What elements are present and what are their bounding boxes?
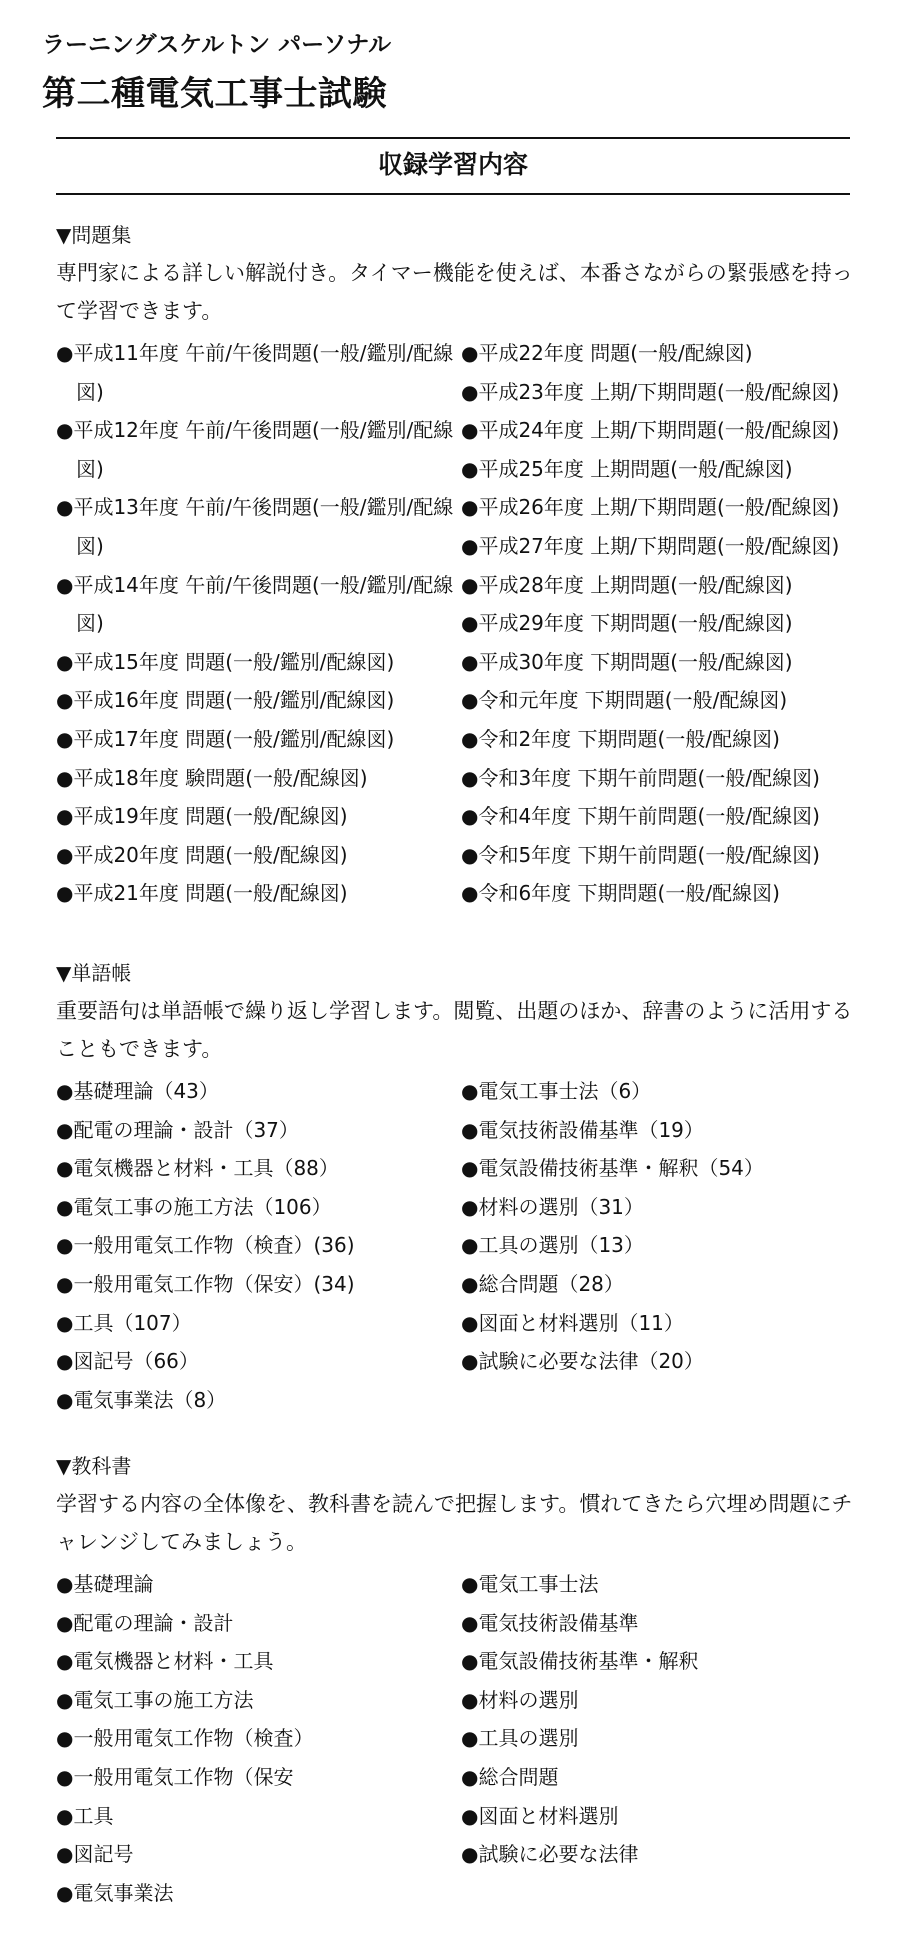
- list-item: ●平成19年度 問題(一般/配線図): [56, 804, 348, 829]
- list-item: ●平成21年度 問題(一般/配線図): [56, 881, 348, 906]
- section-question-bank: [56, 220, 856, 913]
- section-title: ▼教科書: [56, 1454, 132, 1478]
- section-description: 専門家による詳しい解説付き。タイマー機能を使えば、本番さながらの緊張感を持って学習できます。: [56, 261, 853, 323]
- list-item: ●令和2年度 下期問題(一般/配線図): [461, 726, 780, 751]
- list-item: ●平成23年度 上期/下期問題(一般/配線図): [461, 379, 840, 404]
- exam-title: 第二種電気工事士試験: [42, 74, 387, 114]
- left-column: [56, 334, 461, 913]
- section-title: ▼問題集: [56, 223, 132, 247]
- left-column: [56, 1072, 461, 1419]
- list-item: ●電気機器と材料・工具: [56, 1649, 274, 1674]
- list-item: ●工具の選別（13）: [461, 1233, 644, 1258]
- list-item: ●図面と材料選別（11）: [461, 1310, 684, 1335]
- list-item: ●令和6年度 下期問題(一般/配線図): [461, 881, 780, 906]
- right-column: [461, 334, 856, 913]
- list-item: ●図面と材料選別: [461, 1803, 619, 1828]
- list-item: ●工具（107）: [56, 1310, 192, 1335]
- list-item: ●総合問題: [461, 1764, 559, 1789]
- list-item: ●令和元年度 下期問題(一般/配線図): [461, 688, 788, 713]
- list-item: ●平成20年度 問題(一般/配線図): [56, 842, 348, 867]
- list-item: ●平成18年度 験問題(一般/配線図): [56, 765, 368, 790]
- list-item: ●平成25年度 上期問題(一般/配線図): [461, 456, 793, 481]
- list-item: ●平成12年度 午前/午後問題(一般/鑑別/配線図): [56, 418, 454, 481]
- list-item: ●平成11年度 午前/午後問題(一般/鑑別/配線図): [56, 341, 454, 404]
- section-glossary: [56, 958, 856, 1419]
- list-item: ●電気工事の施工方法（106）: [56, 1194, 332, 1219]
- list-item: ●令和4年度 下期午前問題(一般/配線図): [461, 804, 820, 829]
- list-item: ●一般用電気工作物（保安: [56, 1764, 294, 1789]
- list-item: ●平成15年度 問題(一般/鑑別/配線図): [56, 649, 395, 674]
- list-item: ●基礎理論（43）: [56, 1079, 219, 1103]
- left-column: [56, 1565, 461, 1912]
- list-item: ●材料の選別（31）: [461, 1194, 644, 1219]
- list-item: ●試験に必要な法律（20）: [461, 1349, 704, 1374]
- list-item: ●平成13年度 午前/午後問題(一般/鑑別/配線図): [56, 495, 454, 558]
- section-title: ▼単語帳: [56, 961, 132, 985]
- item-columns: [56, 334, 856, 913]
- list-item: ●令和5年度 下期午前問題(一般/配線図): [461, 842, 820, 867]
- list-item: ●電気機器と材料・工具（88）: [56, 1156, 339, 1181]
- list-item: ●総合問題（28）: [461, 1271, 624, 1296]
- list-item: ●平成14年度 午前/午後問題(一般/鑑別/配線図): [56, 572, 454, 636]
- list-item: ●電気事業法: [56, 1880, 174, 1905]
- list-item: ●平成26年度 上期/下期問題(一般/配線図): [461, 495, 840, 520]
- list-item: ●材料の選別: [461, 1687, 579, 1712]
- list-item: ●試験に必要な法律: [461, 1842, 639, 1867]
- list-item: ●平成30年度 下期問題(一般/配線図): [461, 649, 793, 674]
- list-item: ●一般用電気工作物（保安）(34): [56, 1271, 355, 1296]
- list-item: ●基礎理論: [56, 1572, 154, 1596]
- list-item: ●令和3年度 下期午前問題(一般/配線図): [461, 765, 820, 790]
- series-name: ラーニングスケルトン パーソナル: [42, 32, 392, 58]
- list-item: ●配電の理論・設計: [56, 1610, 234, 1635]
- list-item: ●電気工事の施工方法: [56, 1687, 254, 1712]
- list-item: ●平成17年度 問題(一般/鑑別/配線図): [56, 726, 395, 751]
- list-item: ●平成22年度 問題(一般/配線図): [461, 341, 753, 365]
- section-description: 重要語句は単語帳で繰り返し学習します。閲覧、出題のほか、辞書のように活用することもできます。: [56, 999, 853, 1061]
- list-item: ●平成24年度 上期/下期問題(一般/配線図): [461, 418, 840, 443]
- list-item: ●電気技術設備基準（19）: [461, 1117, 704, 1142]
- list-item: ●図記号（66）: [56, 1349, 199, 1374]
- list-item: ●図記号: [56, 1842, 134, 1867]
- heading-bottom-rule: [56, 193, 850, 195]
- section-textbook: [56, 1451, 856, 1912]
- list-item: ●電気工事士法: [461, 1572, 599, 1596]
- list-item: ●配電の理論・設計（37）: [56, 1117, 299, 1142]
- list-item: ●一般用電気工作物（検査）(36): [56, 1233, 355, 1258]
- right-column: [461, 1565, 856, 1912]
- list-item: ●平成29年度 下期問題(一般/配線図): [461, 611, 793, 636]
- list-item: ●電気設備技術基準・解釈: [461, 1649, 699, 1674]
- section-description: 学習する内容の全体像を、教科書を読んで把握します。慣れてきたら穴埋め問題にチャレンジしてみましょう。: [56, 1492, 853, 1554]
- list-item: ●工具: [56, 1803, 114, 1828]
- list-item: ●電気技術設備基準: [461, 1610, 639, 1635]
- list-item: ●平成28年度 上期問題(一般/配線図): [461, 572, 793, 597]
- heading-top-rule: [56, 137, 850, 139]
- list-item: ●電気工事士法（6）: [461, 1079, 652, 1103]
- item-columns: [56, 1072, 856, 1419]
- contents-heading: 収録学習内容: [377, 150, 528, 179]
- list-item: ●一般用電気工作物（検査）: [56, 1726, 314, 1751]
- right-column: [461, 1072, 856, 1419]
- list-item: ●電気設備技術基準・解釈（54）: [461, 1156, 764, 1181]
- item-columns: [56, 1565, 856, 1912]
- list-item: ●平成27年度 上期/下期問題(一般/配線図): [461, 533, 840, 558]
- list-item: ●電気事業法（8）: [56, 1387, 227, 1412]
- list-item: ●平成16年度 問題(一般/鑑別/配線図): [56, 688, 395, 713]
- list-item: ●工具の選別: [461, 1726, 579, 1751]
